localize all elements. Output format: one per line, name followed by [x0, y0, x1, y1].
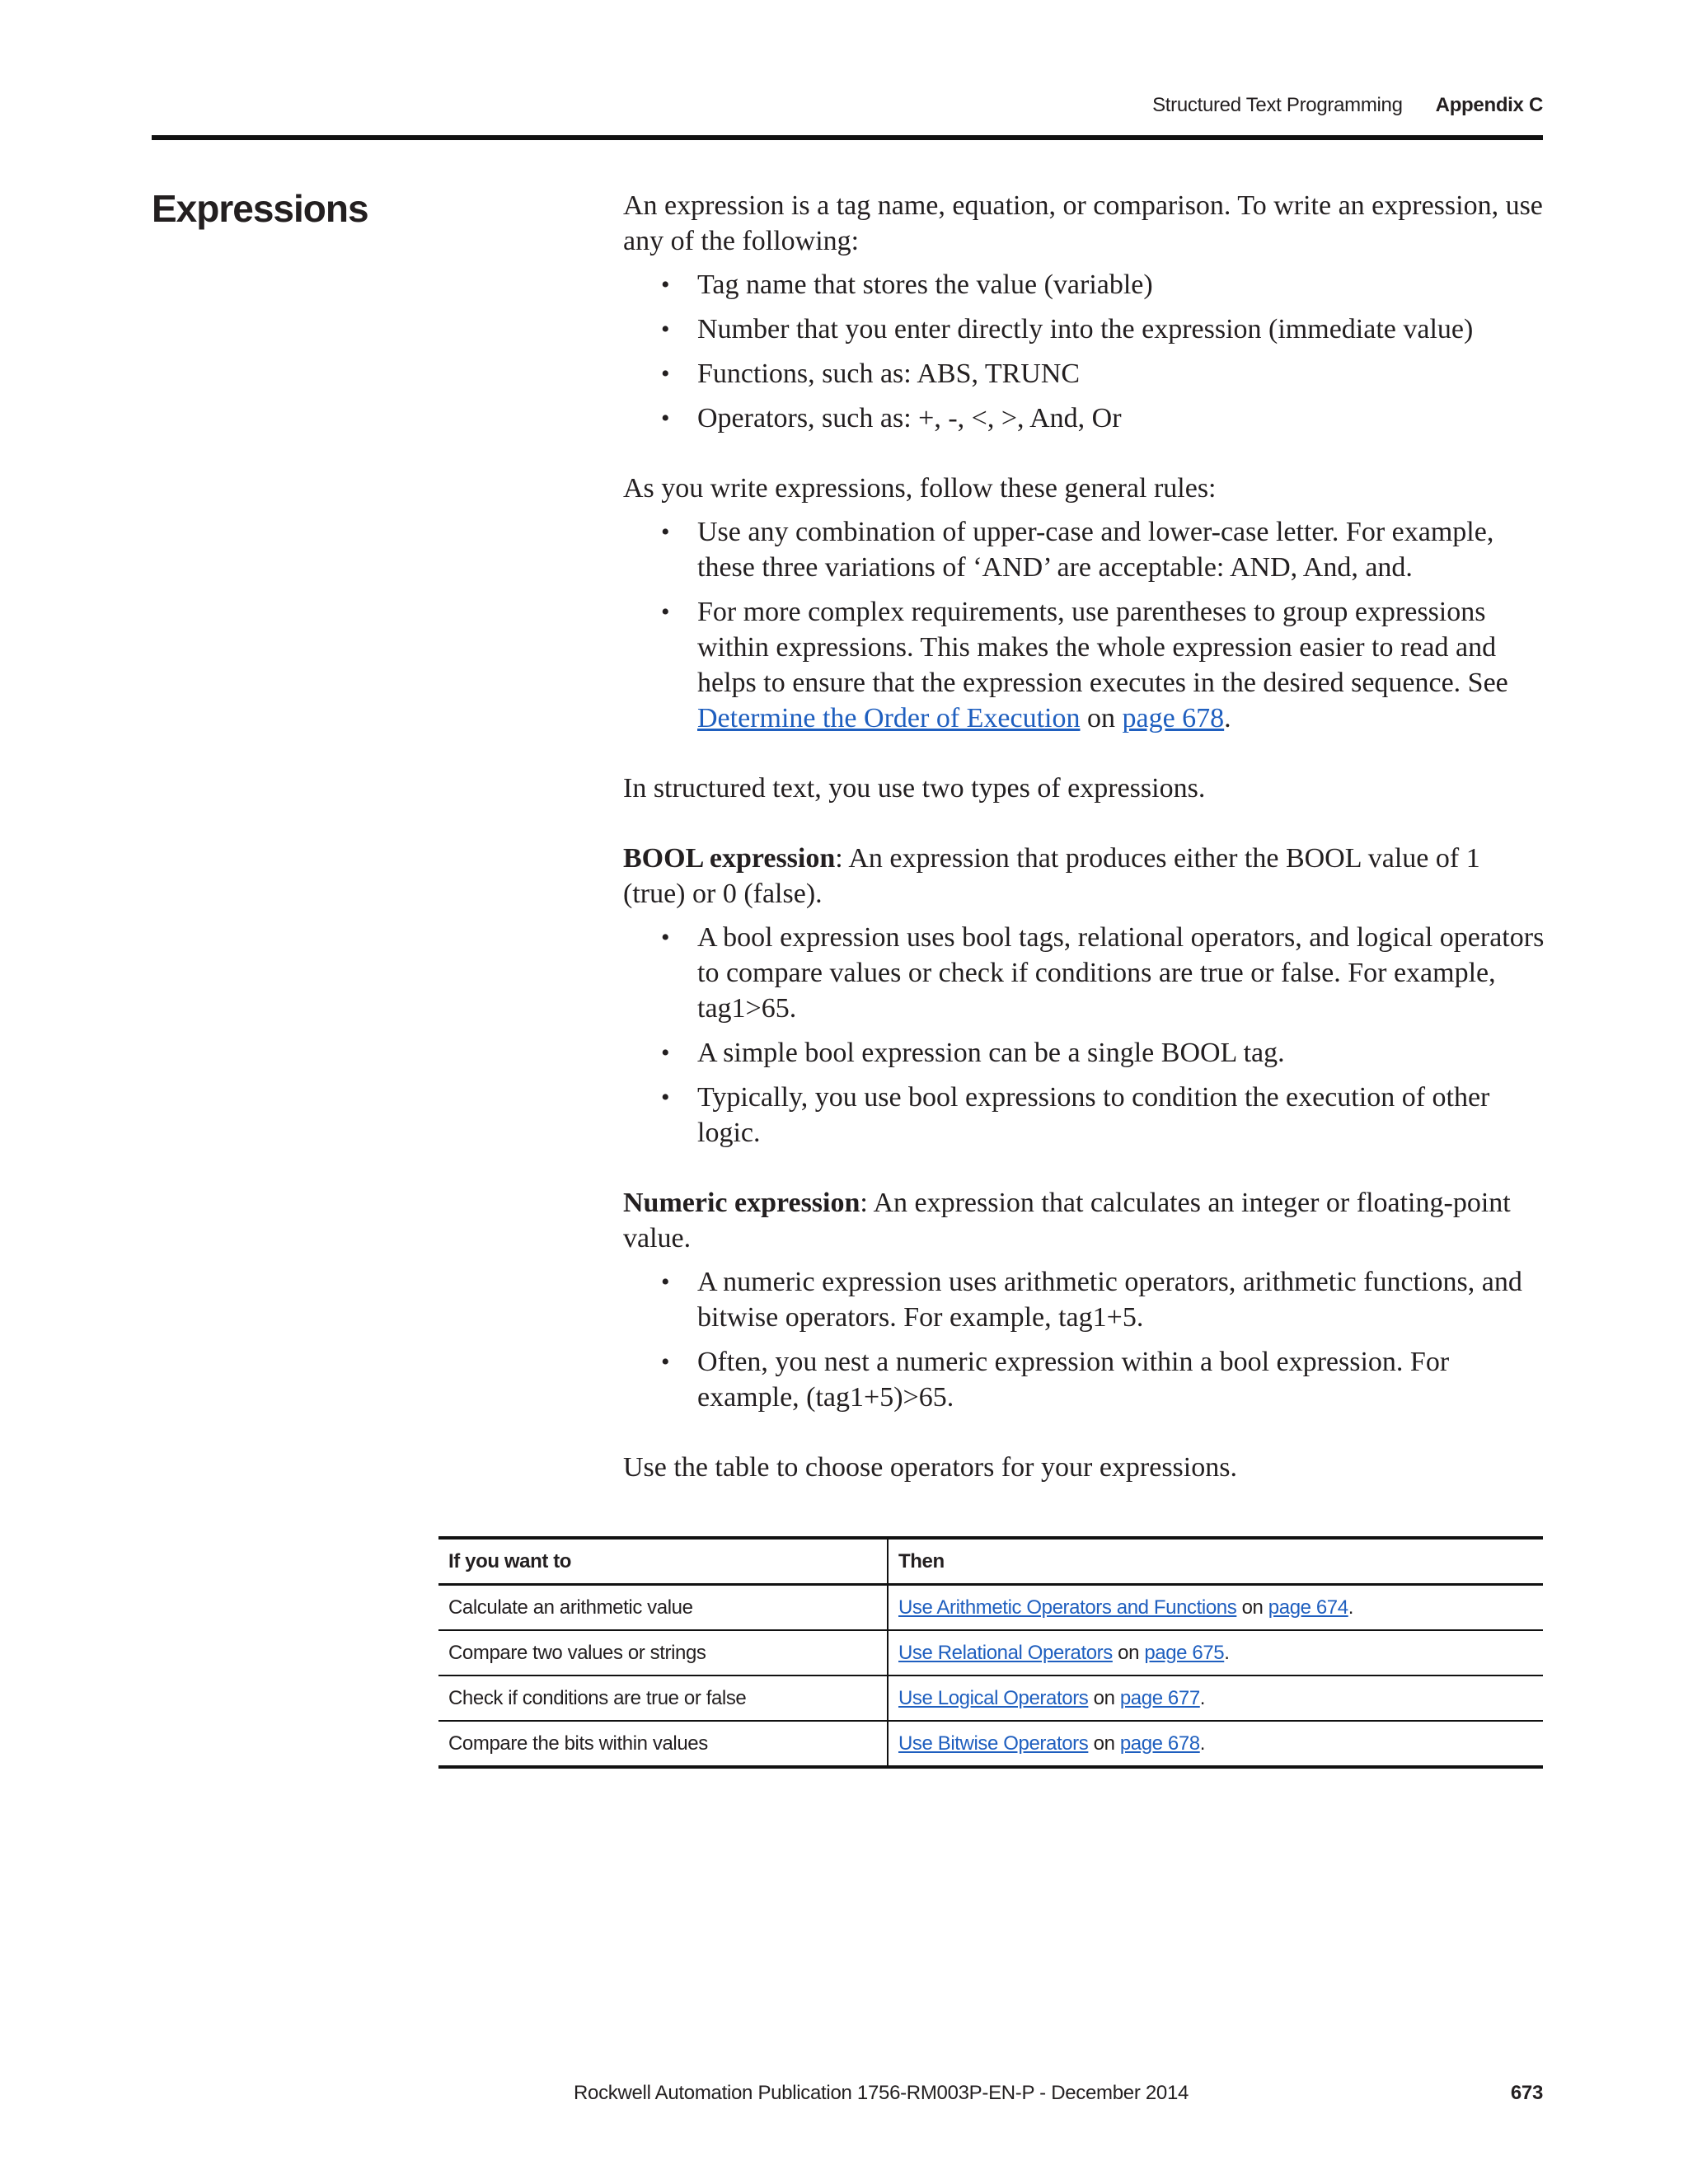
table-row — [438, 1675, 1543, 1721]
running-head — [1152, 94, 1543, 117]
list-item: • Tag name that stores the value (variable) — [623, 267, 1546, 302]
list-item: • Functions, such as: ABS, TRUNC — [623, 356, 1546, 391]
numeric-term: Numeric expression — [623, 1188, 860, 1218]
cell-then — [888, 1675, 1543, 1721]
list-item: • Use any combination of upper-case and lower-case letter. For example, these three variations of ‘AND’ are acceptable: AND, And, and. — [623, 514, 1546, 585]
bool-desc: : An expression that produces either the BOOL value of 1 (true) or 0 (false). — [623, 843, 1480, 909]
types-intro: In structured text, you use two types of expressions. — [623, 773, 1206, 804]
list-item: • A numeric expression uses arithmetic operators, arithmetic functions, and bitwise operators. For example, tag1+5. — [623, 1264, 1546, 1335]
cell-want: Calculate an arithmetic value — [438, 1585, 888, 1631]
page-number: 673 — [1510, 2082, 1543, 2104]
link-connector: on — [1093, 1686, 1115, 1709]
rule-parens-text: For more complex requirements, use parentheses to group expressions within expressions. This makes the whole expression easier to read and helps to ensure that the expression executes in the desired sequence. See — [697, 597, 1508, 698]
list-item: • Operators, such as: +, -, <, >, And, Or — [623, 401, 1546, 436]
intro-list — [623, 267, 1546, 436]
list-item — [623, 594, 1546, 736]
table-intro: Use the table to choose operators for your expressions. — [623, 1452, 1237, 1483]
period: . — [1224, 1641, 1230, 1664]
running-head-section: Structured Text Programming — [1152, 94, 1403, 116]
period: . — [1199, 1732, 1206, 1755]
rules-intro: As you write expressions, follow these general rules: — [623, 473, 1217, 504]
link-page-674[interactable]: page 674 — [1268, 1596, 1348, 1619]
bool-term: BOOL expression — [623, 843, 836, 874]
link-bitwise-operators[interactable]: Use Bitwise Operators — [898, 1732, 1089, 1755]
cell-then — [888, 1630, 1543, 1675]
link-order-of-execution[interactable]: Determine the Order of Execution — [697, 703, 1081, 733]
link-logical-operators[interactable]: Use Logical Operators — [898, 1686, 1089, 1709]
link-page-675[interactable]: page 675 — [1144, 1641, 1225, 1664]
numeric-definition — [623, 1185, 1546, 1256]
table-row — [438, 1721, 1543, 1767]
list-item: • Typically, you use bool expressions to condition the execution of other logic. — [623, 1080, 1546, 1151]
rules-list — [623, 514, 1546, 736]
period: . — [1224, 703, 1231, 733]
column-header-then: Then — [898, 1549, 945, 1572]
link-page-678[interactable]: page 678 — [1119, 1732, 1200, 1755]
link-page-677[interactable]: page 677 — [1119, 1686, 1200, 1709]
cell-then — [888, 1721, 1543, 1767]
cell-want: Compare the bits within values — [438, 1721, 888, 1767]
list-item: • A bool expression uses bool tags, relational operators, and logical operators to compare values or check if conditions are true or false. For example, tag1>65. — [623, 920, 1546, 1026]
link-relational-operators[interactable]: Use Relational Operators — [898, 1641, 1113, 1664]
link-connector: on — [1086, 703, 1115, 733]
cell-want: Compare two values or strings — [438, 1630, 888, 1675]
period: . — [1199, 1686, 1206, 1709]
table-header-row — [438, 1538, 1543, 1585]
operators-table — [438, 1536, 1543, 1769]
publication-info: Rockwell Automation Publication 1756-RM003P-EN-P - December 2014 — [574, 2082, 1189, 2104]
body-column — [623, 188, 1546, 1485]
list-item: • Number that you enter directly into the expression (immediate value) — [623, 312, 1546, 347]
list-item: • Often, you nest a numeric expression within a bool expression. For example, (tag1+5)>65. — [623, 1344, 1546, 1415]
cell-want: Check if conditions are true or false — [438, 1675, 888, 1721]
cell-then — [888, 1585, 1543, 1631]
table-row — [438, 1585, 1543, 1631]
page-header — [152, 92, 1543, 140]
intro-paragraph: An expression is a tag name, equation, or comparison. To write an expression, use any of the following: — [623, 190, 1543, 256]
running-head-appendix: Appendix C — [1435, 94, 1543, 116]
link-page-678[interactable]: page 678 — [1122, 703, 1225, 733]
list-item: • A simple bool expression can be a single BOOL tag. — [623, 1035, 1546, 1071]
period: . — [1348, 1596, 1353, 1619]
link-connector: on — [1093, 1732, 1115, 1755]
link-arithmetic-operators[interactable]: Use Arithmetic Operators and Functions — [898, 1596, 1237, 1619]
link-connector: on — [1118, 1641, 1140, 1664]
link-connector: on — [1241, 1596, 1264, 1619]
bool-list — [623, 920, 1546, 1151]
numeric-desc: : An expression that calculates an integer or floating-point value. — [623, 1188, 1511, 1254]
table-row — [438, 1630, 1543, 1675]
column-header-want: If you want to — [438, 1538, 888, 1585]
section-heading: Expressions — [152, 187, 368, 230]
bool-definition — [623, 841, 1546, 912]
numeric-list — [623, 1264, 1546, 1415]
